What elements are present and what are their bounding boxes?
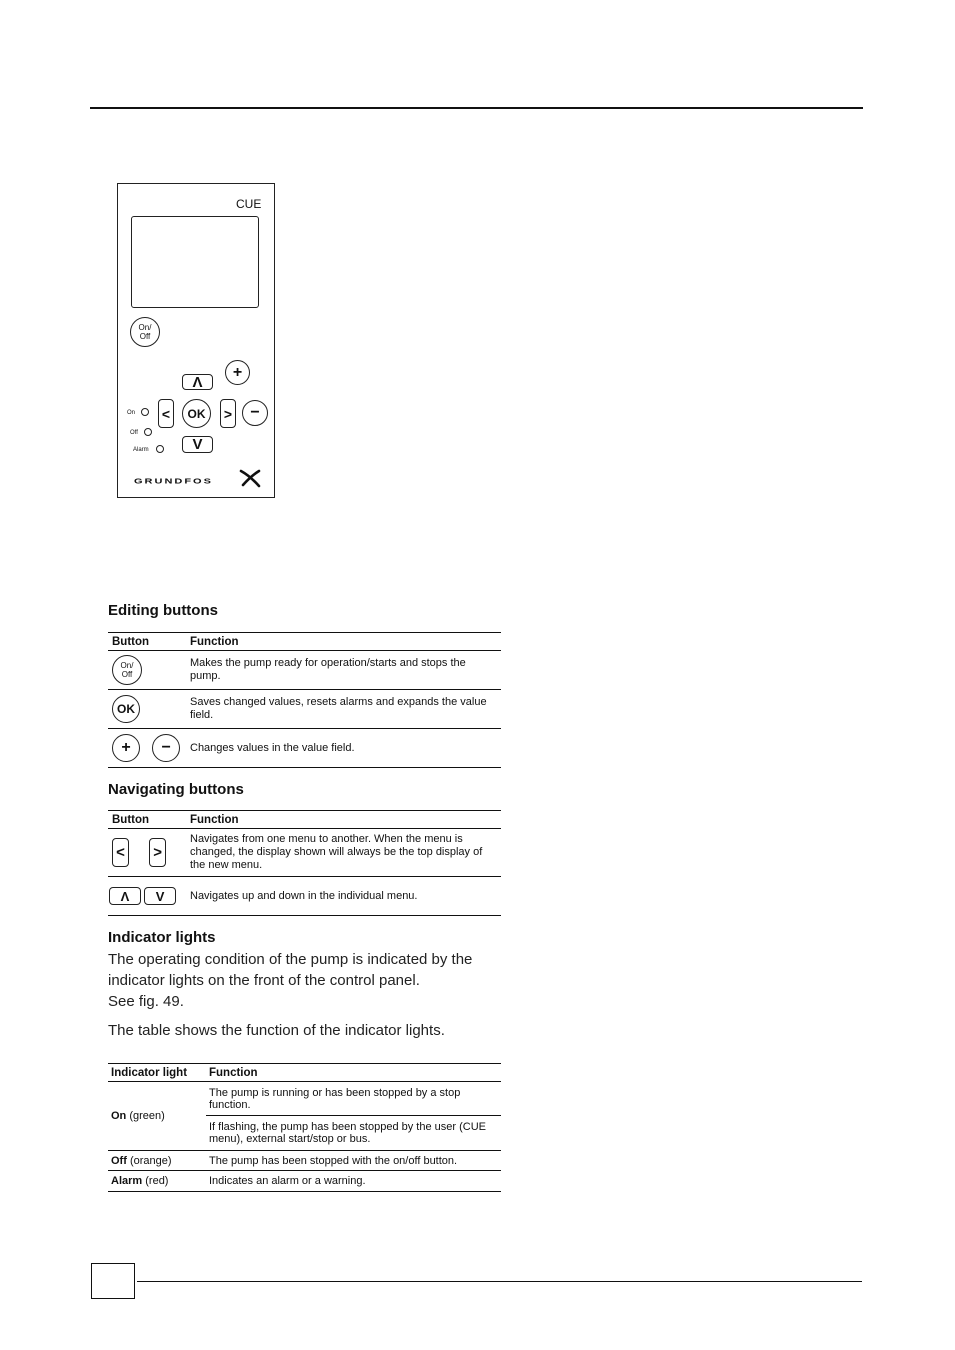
indicator-off-cell: Off (orange) — [108, 1151, 206, 1171]
table-row — [108, 1151, 501, 1171]
chevron-down-icon: V — [192, 436, 203, 453]
indicator-lights-heading: Indicator lights — [108, 929, 216, 946]
function-cell: Navigates from one menu to another. When the menu is changed, the display shown will always be the top display of the new menu. — [186, 829, 501, 877]
table-row — [108, 651, 501, 690]
plus-icon: + — [112, 734, 140, 762]
indicator-table-intro: The table shows the function of the indicator lights. — [108, 1022, 445, 1039]
right-button — [220, 399, 236, 428]
navigating-buttons-heading: Navigating buttons — [108, 781, 244, 798]
minus-icon: − — [152, 734, 180, 762]
function-cell: If flashing, the pump has been stopped by the user (CUE menu), external start/stop or bus. — [206, 1116, 501, 1151]
column-header-function: Function — [186, 633, 501, 651]
footer-rule — [137, 1281, 862, 1282]
function-cell: Makes the pump ready for operation/starts and stops the pump. — [186, 651, 501, 690]
table-row — [108, 1082, 501, 1116]
chevron-left-icon: < — [112, 838, 129, 867]
chevron-right-icon: > — [149, 838, 166, 867]
indicator-on-led — [141, 408, 149, 416]
panel-display — [131, 216, 259, 308]
indicator-alarm-cell: Alarm (red) — [108, 1171, 206, 1192]
table-row — [108, 690, 501, 729]
chevron-left-icon: < — [161, 405, 171, 422]
indicator-off-label: Off — [130, 430, 138, 436]
panel-brand-label: CUE — [236, 197, 262, 211]
page-number-box — [91, 1263, 135, 1299]
navigating-buttons-table — [108, 810, 501, 916]
chevron-up-icon: Λ — [109, 887, 141, 905]
function-cell: Saves changed values, resets alarms and expands the value field. — [186, 690, 501, 729]
on-off-button: On/ Off — [130, 317, 160, 347]
column-header-button: Button — [108, 633, 186, 651]
minus-button — [242, 400, 268, 426]
indicator-lights-table — [108, 1063, 501, 1192]
button-cell — [108, 877, 186, 916]
editing-buttons-table — [108, 632, 501, 768]
chevron-down-icon: V — [144, 887, 176, 905]
table-header-row — [108, 811, 501, 829]
indicator-intro-paragraph: The operating condition of the pump is indicated by the indicator lights on the front of the control panel. See fig. 49. — [108, 951, 473, 1010]
function-cell: Navigates up and down in the individual menu. — [186, 877, 501, 916]
indicator-alarm-label: Alarm — [133, 447, 149, 453]
brand-logo-mark-icon — [239, 468, 261, 488]
ok-button-icon: OK — [112, 695, 140, 723]
column-header-button: Button — [108, 811, 186, 829]
control-panel-figure — [117, 183, 275, 498]
indicator-on-label: On — [127, 410, 136, 416]
editing-buttons-heading: Editing buttons — [108, 602, 218, 619]
plus-icon: + — [232, 363, 243, 381]
column-header-function: Function — [186, 811, 501, 829]
chevron-up-icon: Λ — [192, 373, 203, 391]
table-header-row — [108, 1064, 501, 1082]
indicator-off-led — [144, 428, 152, 436]
function-cell: Indicates an alarm or a warning. — [206, 1171, 501, 1192]
table-row — [108, 729, 501, 768]
button-cell — [108, 690, 186, 729]
table-header-row — [108, 633, 501, 651]
column-header-function: Function — [206, 1064, 501, 1082]
indicator-on-cell: On (green) — [108, 1082, 206, 1151]
minus-icon: − — [250, 404, 260, 421]
table-row — [108, 829, 501, 877]
column-header-indicator-light: Indicator light — [108, 1064, 206, 1082]
chevron-right-icon: > — [223, 405, 233, 422]
down-button — [182, 436, 213, 453]
button-cell — [108, 829, 186, 877]
indicator-alarm-led — [156, 445, 164, 453]
table-row — [108, 877, 501, 916]
up-button — [182, 374, 213, 390]
function-cell: Changes values in the value field. — [186, 729, 501, 768]
table-row — [108, 1171, 501, 1192]
plus-button — [225, 360, 250, 385]
on-off-button-icon: On/ Off — [112, 655, 142, 685]
button-cell — [108, 729, 186, 768]
function-cell: The pump is running or has been stopped by a stop function. — [206, 1082, 501, 1116]
function-cell: The pump has been stopped with the on/off button. — [206, 1151, 501, 1171]
button-cell — [108, 651, 186, 690]
left-button — [158, 399, 174, 428]
header-rule — [90, 107, 863, 109]
ok-button: OK — [182, 399, 211, 428]
brand-logo-text: GRUNDFOS — [134, 477, 213, 486]
